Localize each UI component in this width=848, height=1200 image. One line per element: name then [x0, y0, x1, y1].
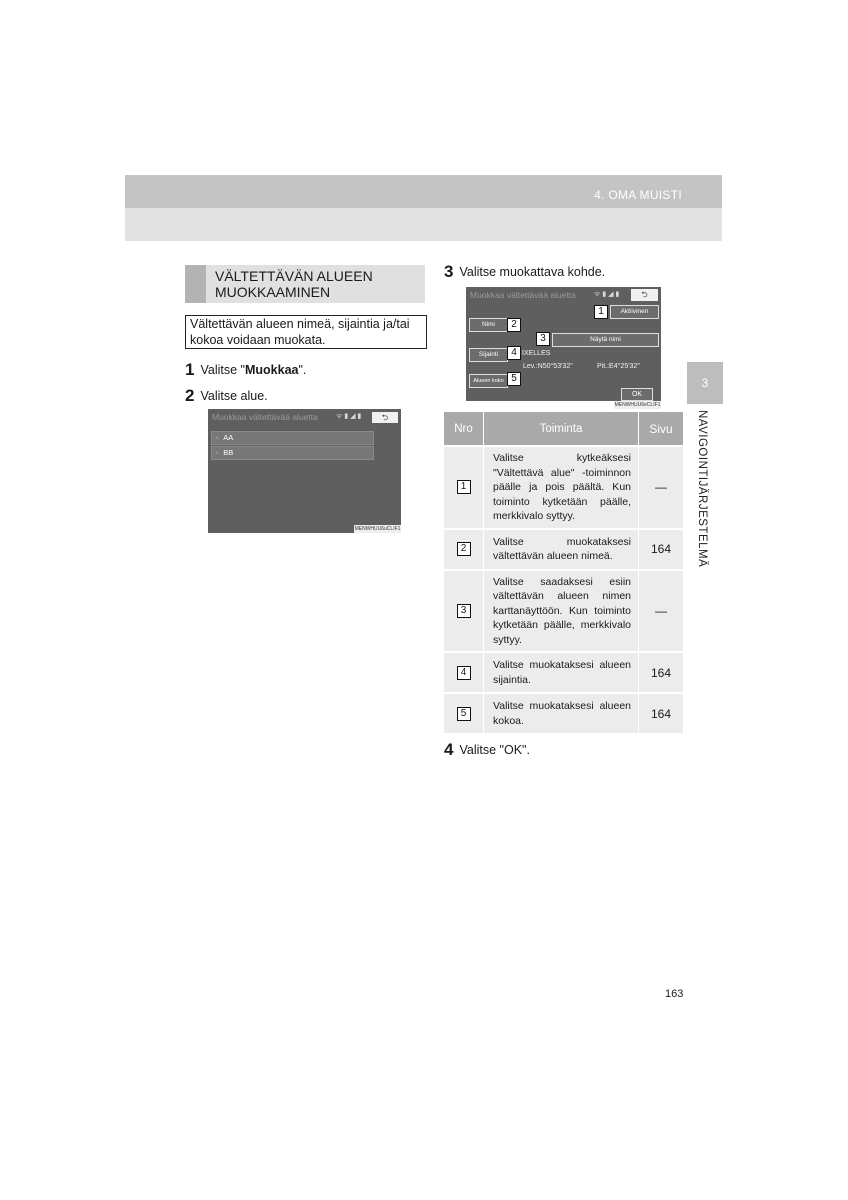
table-header-row	[444, 412, 683, 445]
chapter-tab: 3	[687, 362, 723, 404]
row-description: Valitse muokataksesi alueen sijaintia.	[484, 651, 639, 692]
page-number: 163	[665, 988, 684, 1000]
callout-3: 3	[536, 332, 550, 346]
list-item[interactable]: ⌕ BB	[211, 446, 374, 460]
screenshot-area-list	[208, 409, 401, 532]
chapter-title: NAVIGOINTIJÄRJESTELMÄ	[696, 410, 708, 568]
section-heading	[185, 265, 425, 303]
section-heading-text: VÄLTETTÄVÄN ALUEEN MUOKKAAMINEN	[215, 268, 373, 300]
row-description: Valitse kytkeäksesi "Vältettävä alue" -toiminnon päälle ja pois päältä. Kun toiminto kytketään päälle, merkkivalo syttyy.	[484, 445, 639, 528]
ok-button[interactable]: OK	[621, 388, 653, 401]
row-number: 3	[457, 604, 471, 618]
name-button[interactable]: Nimi	[469, 318, 508, 332]
back-icon[interactable]: ⮌	[372, 412, 398, 423]
callout-5: 5	[507, 372, 521, 386]
step-1: 1 Valitse "Muokkaa".	[185, 360, 307, 379]
table-row	[444, 528, 683, 569]
size-button[interactable]: Alueen koko	[469, 374, 508, 388]
callout-4: 4	[507, 346, 521, 360]
screen-bottom-strip	[208, 525, 354, 533]
row-page: 164	[639, 528, 683, 569]
header-section-title: 4. OMA MUISTI	[594, 188, 682, 202]
screen-title: Muokkaa vältettävää aluetta	[470, 290, 576, 300]
step-4: 4 Valitse "OK".	[444, 740, 530, 759]
row-number: 1	[457, 480, 471, 494]
function-table	[444, 412, 683, 733]
active-button[interactable]: Aktiivinen	[610, 305, 659, 319]
header-bar	[125, 175, 722, 208]
info-box: Vältettävän alueen nimeä, sijaintia ja/tai kokoa voidaan muokata.	[185, 315, 427, 349]
image-code: MENWHUU6eCLIF1	[614, 402, 661, 408]
row-description: Valitse saadaksesi esiin vältettävän alueen nimen karttanäyttöön. Kun toiminto kytketään päälle, merkkivalo syttyy.	[484, 569, 639, 652]
callout-1: 1	[594, 305, 608, 319]
step-2: 2 Valitse alue.	[185, 386, 268, 405]
status-icons: ᯤ ▮ ◢ ▮	[594, 291, 620, 298]
section-heading-bar	[185, 265, 206, 303]
image-code: MENWHUU6uCLIF1	[354, 526, 401, 532]
screenshot-edit-area	[466, 287, 661, 408]
screen-title: Muokkaa vältettävää aluetta	[212, 412, 318, 422]
location-button[interactable]: Sijainti	[469, 348, 508, 362]
row-page: —	[639, 445, 683, 528]
row-description: Valitse muokataksesi vältettävän alueen nimeä.	[484, 528, 639, 569]
list-item[interactable]: ⌕ AA	[211, 431, 374, 445]
header-subbar	[125, 208, 722, 241]
pin-icon: ⌕	[215, 448, 220, 457]
row-number: 2	[457, 542, 471, 556]
step-3: 3 Valitse muokattava kohde.	[444, 262, 606, 281]
location-name: IXELLES	[522, 350, 551, 357]
table-row	[444, 692, 683, 733]
latitude: Lev.:N50°53'32"	[523, 363, 573, 370]
row-number: 5	[457, 707, 471, 721]
table-row	[444, 445, 683, 528]
back-icon[interactable]: ⮌	[631, 289, 658, 301]
row-page: 164	[639, 651, 683, 692]
header-nro: Nro	[444, 412, 484, 445]
row-page: 164	[639, 692, 683, 733]
status-icons: ᯤ ▮ ◢ ▮	[336, 413, 362, 420]
table-row	[444, 569, 683, 652]
show-name-button[interactable]: Näytä nimi	[552, 333, 659, 347]
pin-icon: ⌕	[215, 433, 220, 442]
header-sivu: Sivu	[639, 412, 683, 445]
callout-2: 2	[507, 318, 521, 332]
row-page: —	[639, 569, 683, 652]
row-description: Valitse muokataksesi alueen kokoa.	[484, 692, 639, 733]
row-number: 4	[457, 666, 471, 680]
longitude: Pit.:E4°25'32"	[597, 363, 640, 370]
table-row	[444, 651, 683, 692]
header-toiminta: Toiminta	[484, 412, 639, 445]
